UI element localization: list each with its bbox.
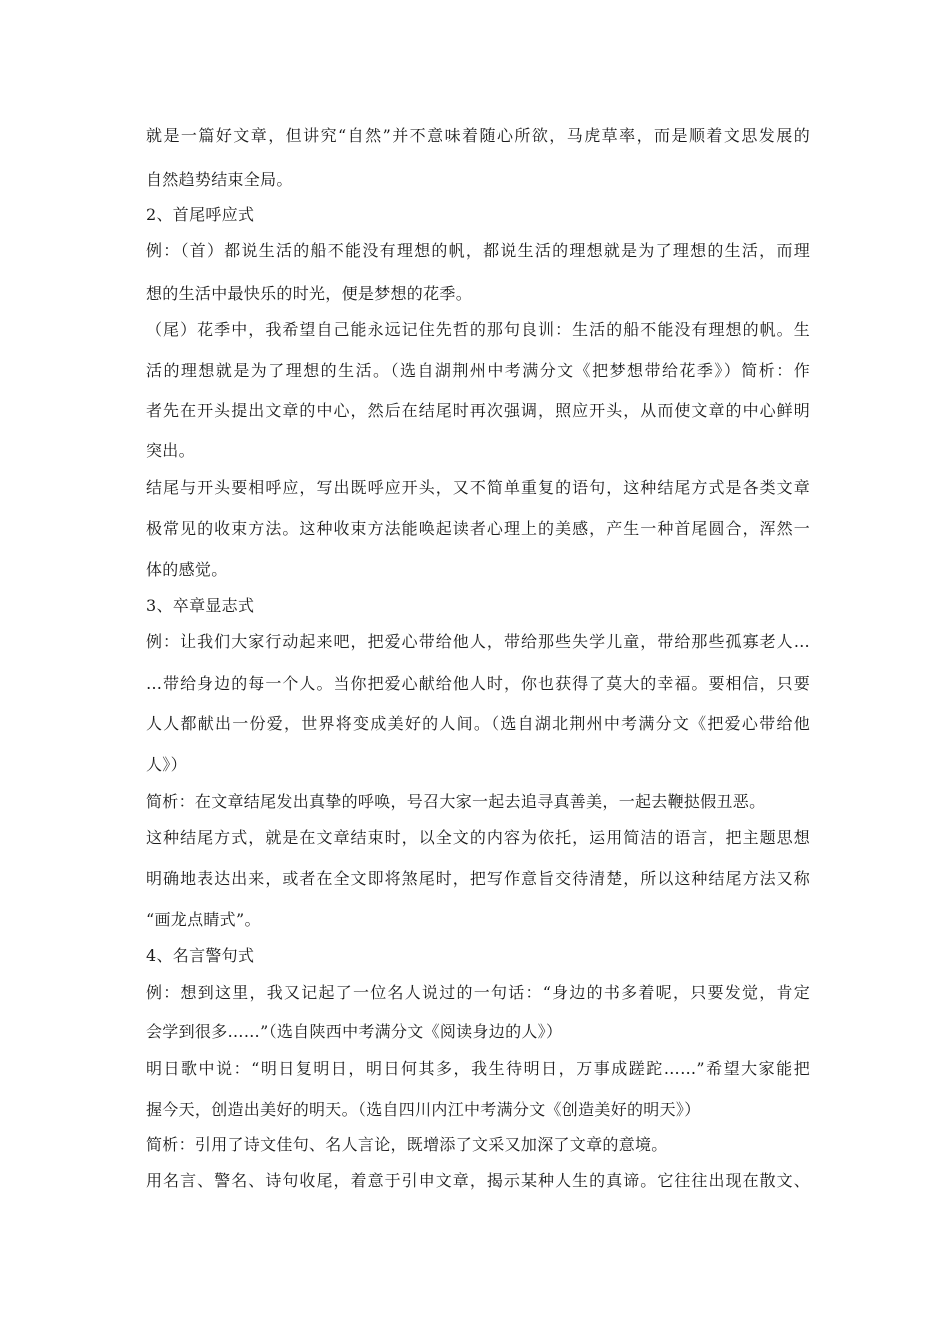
paragraph-line: 就是一篇好文章，但讲究“自然”并不意味着随心所欲，马虎草率，而是顺着文思发展的 bbox=[146, 126, 810, 145]
section-heading: 3、卒章显志式 bbox=[146, 596, 255, 615]
paragraph-line: 极常见的收束方法。这种收束方法能唤起读者心理上的美感，产生一种首尾圆合，浑然一 bbox=[146, 519, 810, 538]
paragraph-line: 人》） bbox=[146, 755, 187, 774]
paragraph-line: 用名言、警名、诗句收尾，着意于引申文章，揭示某种人生的真谛。它往往出现在散文、 bbox=[146, 1171, 810, 1190]
paragraph-line: 想的生活中最快乐的时光，便是梦想的花季。 bbox=[146, 284, 473, 303]
paragraph-line: 体的感觉。 bbox=[146, 560, 228, 579]
paragraph-line: 自然趋势结束全局。 bbox=[146, 170, 293, 189]
section-heading: 2、首尾呼应式 bbox=[146, 205, 255, 224]
paragraph-line: 例：（首）都说生活的船不能没有理想的帆，都说生活的理想就是为了理想的生活，而理 bbox=[146, 241, 810, 260]
paragraph-line: “画龙点睛式”。 bbox=[146, 910, 261, 929]
paragraph-line: 这种结尾方式，就是在文章结束时，以全文的内容为依托，运用简洁的语言，把主题思想 bbox=[146, 828, 810, 847]
paragraph-line: …带给身边的每一个人。当你把爱心献给他人时，你也获得了莫大的幸福。要相信，只要 bbox=[146, 674, 810, 693]
paragraph-line: 例：让我们大家行动起来吧，把爱心带给他人，带给那些失学儿童，带给那些孤寡老人… bbox=[146, 632, 810, 651]
paragraph-line: 握今天，创造出美好的明天。（选自四川内江中考满分文《创造美好的明天》） bbox=[146, 1100, 701, 1119]
paragraph-line: 明日歌中说：“明日复明日，明日何其多，我生待明日，万事成蹉跎……”希望大家能把 bbox=[146, 1059, 810, 1078]
paragraph-line: 者先在开头提出文章的中心，然后在结尾时再次强调，照应开头，从而使文章的中心鲜明 bbox=[146, 401, 810, 420]
paragraph-line: 突出。 bbox=[146, 441, 195, 460]
paragraph-line: 结尾与开头要相呼应，写出既呼应开头，又不简单重复的语句，这种结尾方式是各类文章 bbox=[146, 478, 810, 497]
paragraph-line: 明确地表达出来，或者在全文即将煞尾时，把写作意旨交待清楚，所以这种结尾方法又称 bbox=[146, 869, 810, 888]
paragraph-line: 会学到很多……”（选自陕西中考满分文《阅读身边的人》） bbox=[146, 1022, 563, 1041]
paragraph-line: 人人都献出一份爱，世界将变成美好的人间。（选自湖北荆州中考满分文《把爱心带给他 bbox=[146, 714, 810, 733]
paragraph-line: 简析：在文章结尾发出真挚的呼唤，号召大家一起去追寻真善美，一起去鞭挞假丑恶。 bbox=[146, 792, 766, 811]
paragraph-line: 活的理想就是为了理想的生活。（选自湖荆州中考满分文《把梦想带给花季》）简析：作 bbox=[146, 361, 810, 380]
paragraph-line: 简析：引用了诗文佳句、名人言论，既增添了文采又加深了文章的意境。 bbox=[146, 1135, 668, 1154]
paragraph-line: 例：想到这里，我又记起了一位名人说过的一句话：“身边的书多着呢，只要发觉，肯定 bbox=[146, 983, 810, 1002]
paragraph-line: （尾）花季中，我希望自己能永远记住先哲的那句良训：生活的船不能没有理想的帆。生 bbox=[146, 320, 810, 339]
section-heading: 4、名言警句式 bbox=[146, 946, 255, 965]
